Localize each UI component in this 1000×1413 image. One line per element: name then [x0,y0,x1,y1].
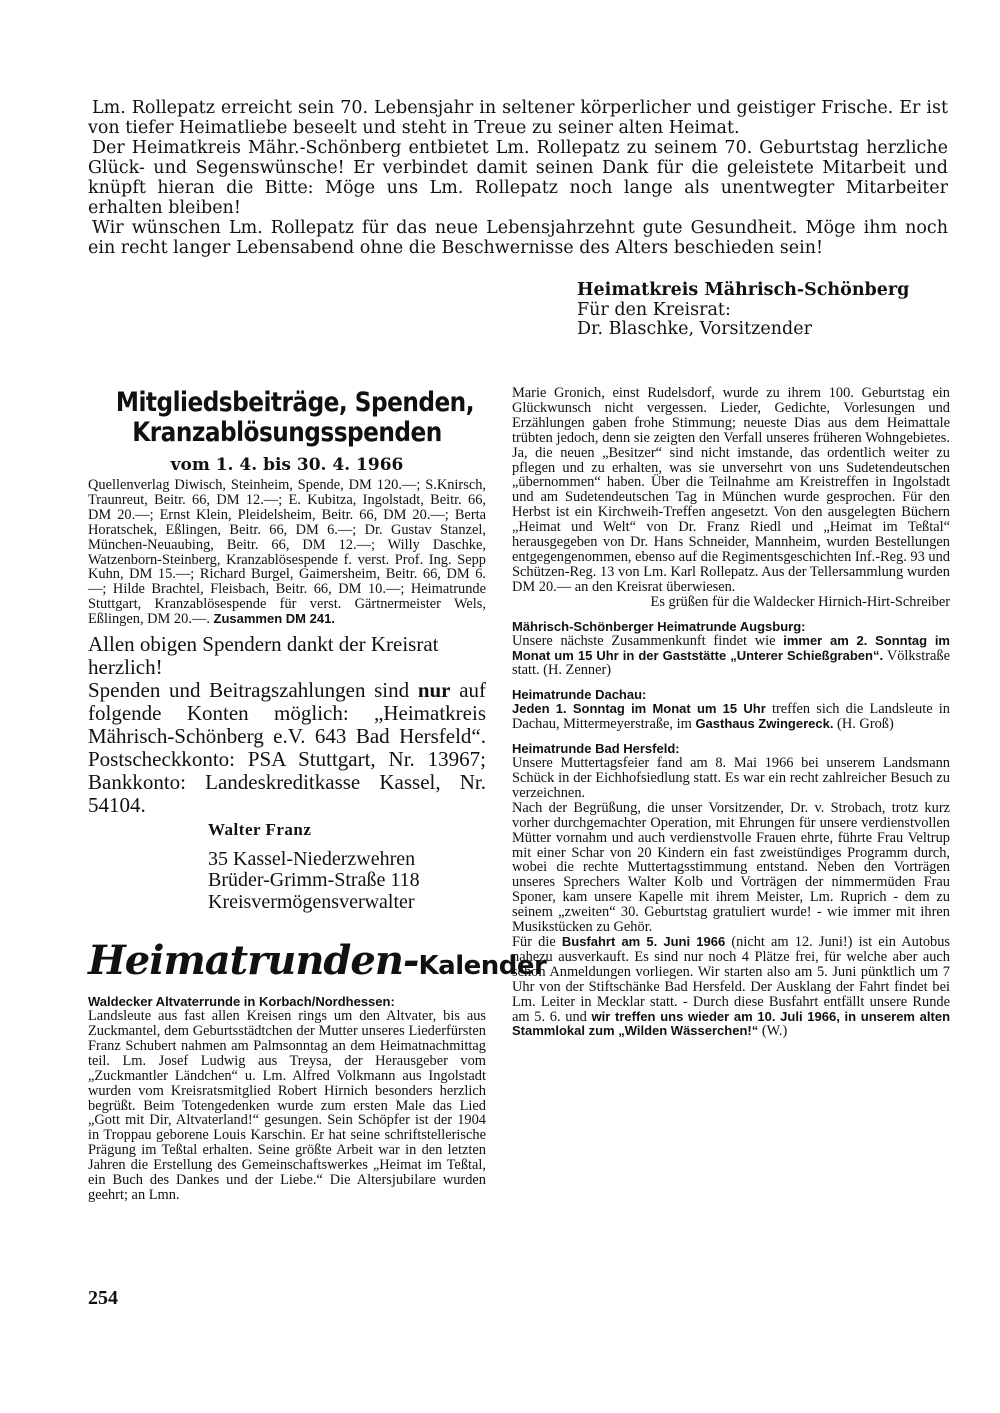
dachau-emphasis: Jeden 1. Sonntag im Monat um 15 Uhr [512,701,766,717]
donations-total: Zusammen DM 241. [213,611,335,627]
donations-date: vom 1. 4. bis 30. 4. 1966 [170,455,404,475]
address-line: Brüder-Grimm-Straße 118 [208,869,420,892]
birthday-article [88,98,948,258]
donations-title: Mitgliedsbeiträge, Spenden, [115,387,474,418]
augsburg-emphasis: immer am 2. Sonntag im Monat um 15 Uhr in der Gaststätte „Unterer Schießgraben“. [512,632,950,663]
augsburg-text-a: Unsere nächste Zusammenkunft findet wie [512,632,776,649]
calendar-title-sub: Kalender [418,951,547,982]
address-line: 35 Kassel-Niederzwehren [208,847,416,870]
accounts-text [88,679,486,817]
dachau-venue: Gasthaus Zwingereck. [695,716,834,732]
augsburg-text-c: Völkstraße statt. (H. Zenner) [512,647,950,679]
dachau-heading: Heimatrunde Dachau: [512,687,647,703]
hersfeld-section [512,741,950,1039]
treasurer-address [208,819,486,913]
accounts-emphasis: nur [417,678,451,703]
waldeck-heading: Waldecker Altvaterrunde in Korbach/Nordhessen: [88,994,395,1010]
augsburg-text [512,634,950,679]
address-line: Kreisvermögensverwalter [208,890,415,913]
hersfeld-text-a: Für die [512,934,556,950]
dachau-text-b: treffen sich die Landsleute in Dachau, Mittermeyerstraße, im [512,701,950,733]
dachau-text [512,702,950,732]
signature-line: Dr. Blaschke, Vorsitzender [577,319,812,339]
signature-org: Heimatkreis Mährisch-Schönberg [577,280,910,300]
augsburg-section [512,619,950,679]
dachau-author: (H. Groß) [837,716,894,733]
dachau-section [512,687,950,732]
augsburg-heading: Mährisch-Schönberger Heimatrunde Augsburg: [512,618,806,634]
accounts-text-a: Spenden und Beitragszahlungen sind [88,678,410,703]
page-number: 254 [88,1287,118,1309]
hersfeld-author: (W.) [761,1023,788,1040]
article-paragraph: Wir wünschen Lm. Rollepatz für das neue Lebensjahrzehnt gute Gesundheit. Möge ihm noch ein recht langer Lebensabend ohne die Beschwernisse des Alters beschieden sein! [88,218,948,258]
thanks-text: Allen obigen Spendern dankt der Kreisrat herzlich! [88,632,439,680]
hersfeld-paragraph [512,935,950,1039]
article-paragraph: Der Heimatkreis Mähr.-Schönberg entbietet Lm. Rollepatz zu seinem 70. Geburtstag herzliche Glück- und Segenswünsche! Er verbindet damit seinen Dank für die geleistete Mitarbeit und knüpft hieran die Bitte: Möge uns Lm. Rollepatz noch lange als unentwegter Mitarbeiter erhalten bleiben! [88,138,948,218]
donor-list-text: Quellenverlag Diwisch, Steinheim, Spende, DM 120.—; S.Knirsch, Traunreut, Beitr. 66, DM 12.—; E. Kubitza, Ingolstadt, Beitr. 66, DM 20.—; Ernst Klein, Pleidelsheim, Beitr. 66, DM 20.—; Berta Horatschek, Eßlingen, Beitr. 66, DM 6.—; Dr. Gustav Stanzel, München-Neuaubing, Beitr. 66, DM 12.—; Willy Daschke, Watzenborn-Steinberg, Kranzablösespende f. verst. Prof. Ing. Sepp Kuhn, DM 15.—; Richard Burgel, Gaimersheim, Beitr. 66, DM 6.—; Hilde Brachtel, Fleisbach, Beitr. 66, DM 10.—; Heimatrunde Stuttgart, Kranzablösespende für verst. Gärtnermeister Wels, Eßlingen, DM 20.—. [88,477,486,628]
signature-block [577,281,957,340]
accounts-text-b: auf folgende Konten möglich: „Heimatkreis Mährisch-Schönberg e.V. 643 Bad Hersfeld“. Postscheckkonto: PSA Stuttgart, Nr. 13967; Bankkonto: Landeskreditkasse Kassel, Nr. 54104. [88,678,487,818]
right-column [512,386,950,1039]
hersfeld-heading: Heimatrunde Bad Hersfeld: [512,741,680,757]
calendar-title-main: Heimatrunden- [88,937,419,985]
article-paragraph: Lm. Rollepatz erreicht sein 70. Lebensjahr in seltener körperlicher und geistiger Frische. Er ist von tiefer Heimatliebe beseelt und steht in Treue zu seiner alten Heimat. [88,98,948,138]
signature-line: Für den Kreisrat: [577,299,731,320]
donations-list [88,478,486,627]
waldeck-continued: Marie Gronich, einst Rudelsdorf, wurde zu ihrem 100. Geburtstag ein Glückwunsch nicht vergessen. Lieder, Gedichte, Vorlesungen und Erzählungen gaben frohe Stimmung; neueste Dias aus dem Heimattale trübten jedoch, denn sie zeigten den Verfall unseres früheren Wohngebietes. Ja, die neuen „Besitzer“ sind nicht imstande, das ordentlich weiter zu pflegen und zu erhalten, was sie unversehrt von uns Sudetendeutschen „übernommen“ haben. Über die Teilnahme am Kreistreffen in Ingolstadt und am Sudetendeutschen Tag in München wurde gesprochen. Für den Herbst ist ein Kirchweih-Treffen angesetzt. Von den ausgelegten Büchern „Heimat und Welt“ von Dr. Franz Riedl und „Heimat im Teßtal“ herausgegeben von Dr. Hans Schneider, Mannheim, wurden Bestellungen entgegengenommen, ebenso auf die Regimentsgeschichten Inf.-Reg. 93 und Schützen-Reg. 13 von Lm. Karl Rollepatz. Aus der Tellersammlung wurden DM 20.— an den Kreisrat überwiesen. [512,385,950,595]
treasurer-name: Walter Franz [208,820,312,840]
waldeck-greeting: Es grüßen für die Waldecker Hirnich-Hirt-Schreiber [650,593,950,610]
hersfeld-paragraph: Nach der Begrüßung, die unser Vorsitzender, Dr. v. Strobach, trotz kurz vorher durchgemachter Operation, mit Ehrungen für unsere verdienstvollen Mütter vornahm und auch verdienstvolle Frauen ehrte, führte Frau Veltrup mit einer Schar von 20 Kindern ein fast zweistündiges Programm durch, wobei die rechte Muttertagsstimmung entstand. Neben den Vorträgen unseres Sprechers Walter Kolb und Vorträgen der nimmermüden Frau Sponer, kam unsere Kapelle mit ihrem Meister, Lm. Ruprich - dem zu seinem „zweiten“ 30. Geburtstag gratuliert wurde! - wie immer mit ihren Musikstücken zu Gehör. [512,799,950,936]
next-meeting: wir treffen uns wieder am 10. Juli 1966, in unserem alten Stammlokal zum „Wilden Wässerchen!“ [512,1008,951,1039]
donations-title: Kranzablösungsspenden [132,417,442,448]
waldeck-text: Landsleute aus fast allen Kreisen rings um den Altvater, bis aus Zuckmantel, dem Geburtsstädtchen der Mutter unseres Liederfürsten Franz Schubert nahmen am Palmsonntag an dem Heimatnachmittag teil. Lm. Josef Ludwig aus Treysa, der Herausgeber vom „Zuckmantler Ländchen“ u. Lm. Alfred Volkmann aus Ingolstadt wurden vom Kreisratsmitglied Robert Hirnich besonders herzlich begrüßt. Beim Totengedenken wurde zum ersten Male das Lied „Gott mit Dir, Altvaterland!“ gesungen. Sein Schöpfer ist der 1904 in Troppau geborene Louis Karschin. Er hat seine schriftstellerische Prägung im Teßtal erhalten. Seine größte Arbeit war in den letzten Jahren die Erstellung des Gemeinschaftswerkes „Heimat im Teßtal, ein Buch des Dankes und der Liebe.“ Die Altersjubilare wurden geehrt; an Lmn. [88,1008,486,1203]
hersfeld-text-c: (nicht am 12. Juni!) ist ein Autobus nahezu ausverkauft. Es sind nur noch 4 Plätze frei, für welche aber auch schon Anmeldungen vorliegen. Wir starten also am 5. Juni pünktlich um 7 Uhr von der Stiftschänke Bad Hersfeld. Der Ausklang der Fahrt findet bei Lm. Leiter in Mecklar statt. - Durch diese Busfahrt entfällt unsere Runde am 5. 6. und [512,934,951,1025]
hersfeld-paragraph: Unsere Muttertagsfeier fand am 8. Mai 1966 bei unserem Landsmann Schück in der Eichhofsiedlung statt. Es war ein recht zahlreicher Besuch zu verzeichnen. [512,755,950,801]
bus-trip-date: Busfahrt am 5. Juni 1966 [561,934,726,949]
